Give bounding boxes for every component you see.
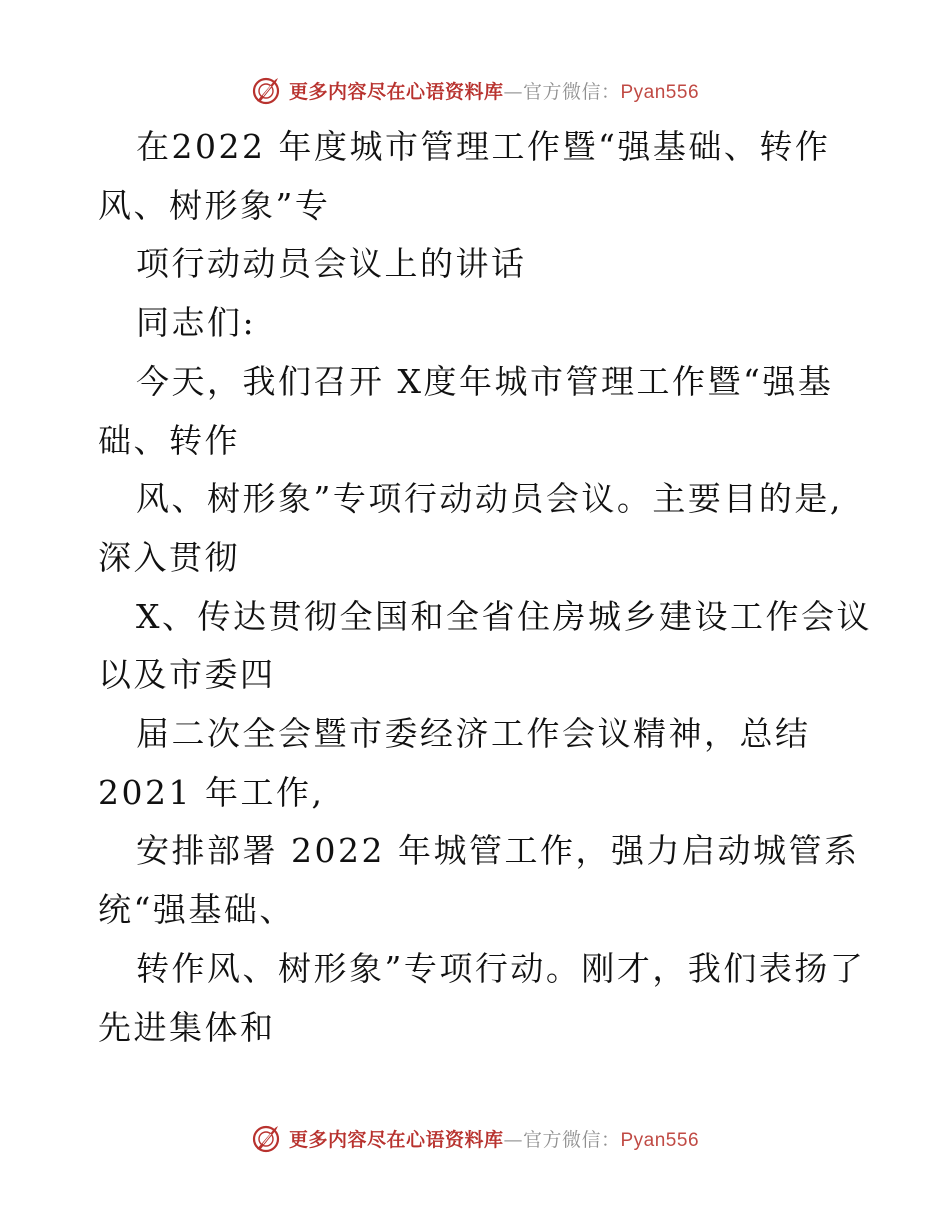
- text-line: 项行动动员会议上的讲话: [136, 244, 527, 284]
- header-banner: [0, 70, 950, 110]
- text-line: 础、转作: [98, 420, 240, 460]
- footer-banner-content: [251, 1122, 699, 1154]
- text-line: 先进集体和: [98, 1007, 276, 1047]
- footer-wechat-handle: Pyan556: [620, 1129, 700, 1151]
- speech-body: [98, 118, 878, 1057]
- text-line: X、传达贯彻全国和全省住房城乡建设工作会议: [136, 596, 872, 636]
- text-line: 同志们:: [136, 303, 257, 343]
- footer-wechat-label: 官方微信：: [522, 1128, 621, 1151]
- text-line: 2021 年工作,: [98, 772, 325, 812]
- footer-brand-text: 更多内容尽在心语资料库: [288, 1128, 504, 1151]
- text-line: 在2022 年度城市管理工作暨“强基础、转作: [136, 127, 831, 166]
- header-banner-content: [251, 74, 699, 106]
- text-line: 深入贯彻: [98, 537, 240, 577]
- text-line: 以及市委四: [98, 655, 276, 695]
- text-line: 安排部署 2022 年城管工作，强力启动城管系: [136, 831, 860, 871]
- header-wechat-label: 官方微信：: [522, 80, 621, 103]
- header-banner-text: [289, 77, 699, 104]
- text-line: 今天，我们召开 X度年城市管理工作暨“强基: [136, 361, 834, 401]
- header-brand-text: 更多内容尽在心语资料库: [288, 80, 504, 103]
- text-line: 转作风、树形象”专项行动。刚才，我们表扬了: [136, 948, 866, 988]
- footer-banner: [0, 1118, 950, 1158]
- header-wechat-handle: Pyan556: [620, 81, 700, 103]
- text-line: 届二次全会暨市委经济工作会议精神，总结: [136, 714, 811, 754]
- text-line: 风、树形象”专项行动动员会议。主要目的是,: [136, 479, 843, 519]
- text-line: 风、树形象”专: [98, 185, 331, 225]
- header-dash: —: [503, 80, 523, 103]
- quill-logo-icon: [251, 1122, 283, 1154]
- footer-banner-text: [289, 1125, 699, 1152]
- text-line: 统“强基础、: [98, 890, 295, 930]
- footer-dash: —: [503, 1128, 523, 1151]
- quill-logo-icon: [251, 74, 283, 106]
